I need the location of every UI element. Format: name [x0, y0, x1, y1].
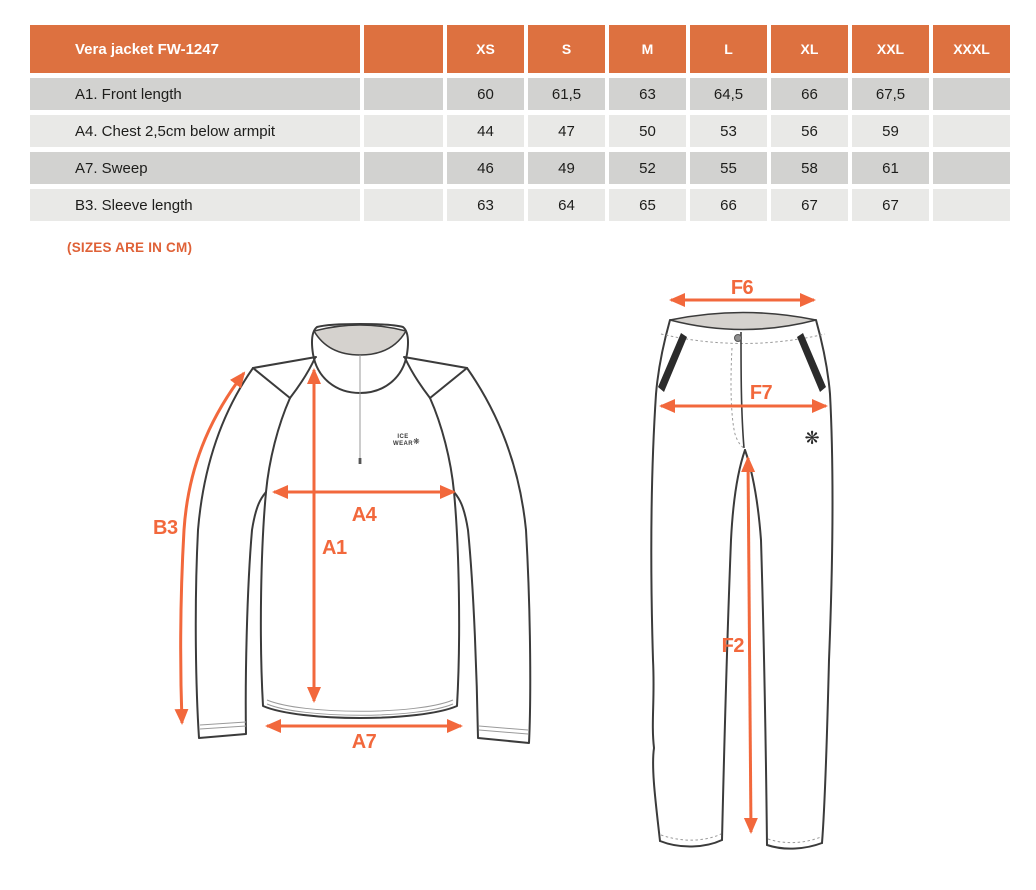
row-label-front-length: A1. Front length: [30, 78, 360, 110]
sizes-in-cm-note: (SIZES ARE IN CM): [67, 240, 193, 255]
size-header-xxxl: XXXL: [933, 25, 1010, 73]
row-spacer-cell: [364, 152, 443, 184]
size-header-l: L: [690, 25, 767, 73]
size-header-xxl: XXL: [852, 25, 929, 73]
size-header-m: M: [609, 25, 686, 73]
size-header-xl: XL: [771, 25, 848, 73]
measure-label-f6: F6: [730, 277, 754, 299]
row-label-chest: A4. Chest 2,5cm below armpit: [30, 115, 360, 147]
pants-left-hem: [660, 840, 722, 847]
value-cell: 63: [609, 78, 686, 110]
pants-button: [735, 335, 742, 342]
jacket-left-armhole-seam: [266, 398, 290, 492]
row-label-sweep: A7. Sweep: [30, 152, 360, 184]
measure-label-a7: A7: [351, 731, 377, 753]
jacket-right-raglan-seam: [405, 358, 430, 398]
jacket-right-sleeve-outline: [454, 368, 530, 743]
value-cell: 47: [528, 115, 605, 147]
value-cell: [933, 189, 1010, 221]
jacket-left-cuff-stitch-1: [200, 726, 246, 729]
pants-left-pocket: [658, 333, 687, 392]
value-cell: 63: [447, 189, 524, 221]
value-cell: 46: [447, 152, 524, 184]
row-spacer-cell: [364, 115, 443, 147]
row-spacer-cell: [364, 189, 443, 221]
value-cell: 66: [690, 189, 767, 221]
size-header-xs: XS: [447, 25, 524, 73]
value-cell: 59: [852, 115, 929, 147]
value-cell: 56: [771, 115, 848, 147]
value-cell: 55: [690, 152, 767, 184]
value-cell: 67: [771, 189, 848, 221]
pants-diagram: [651, 277, 832, 849]
jacket-diagram: [153, 324, 530, 753]
value-cell: 61,5: [528, 78, 605, 110]
jacket-left-raglan-seam: [290, 358, 315, 398]
value-cell: 61: [852, 152, 929, 184]
value-cell: 64: [528, 189, 605, 221]
jacket-hem-stitch-1: [267, 700, 453, 711]
measure-label-a4: A4: [351, 504, 377, 526]
value-cell: 52: [609, 152, 686, 184]
measure-label-f7: F7: [749, 382, 773, 404]
measure-label-b3: B3: [153, 517, 178, 539]
pants-left-hem-stitch: [661, 834, 721, 840]
pants-right-hem-stitch: [768, 837, 821, 843]
table-header-spacer-cell: [364, 25, 443, 73]
icewear-logo-text-line1: ICE: [397, 434, 409, 440]
pants-right-outer-edge: [816, 320, 833, 843]
value-cell: [933, 152, 1010, 184]
value-cell: 58: [771, 152, 848, 184]
jacket-right-shoulder-seam: [404, 357, 467, 368]
jacket-right-yoke-seam: [430, 368, 467, 398]
table-title-cell: Vera jacket FW-1247: [30, 25, 360, 73]
value-cell: 66: [771, 78, 848, 110]
jacket-left-shoulder-seam: [253, 357, 316, 368]
value-cell: 64,5: [690, 78, 767, 110]
value-cell: 50: [609, 115, 686, 147]
pants-waist-opening: [670, 313, 816, 330]
size-header-s: S: [528, 25, 605, 73]
pants-left-outer-edge: [651, 320, 670, 841]
measure-label-f2: F2: [721, 635, 744, 657]
icewear-logo-snowflake-icon: ❋: [413, 437, 420, 446]
measure-arrow-b3: [181, 373, 244, 723]
measure-arrow-f2: [748, 458, 751, 832]
jacket-right-cuff-stitch-2: [479, 726, 528, 730]
jacket-right-armhole-seam: [430, 398, 454, 492]
value-cell: 44: [447, 115, 524, 147]
pants-fly-center-line: [741, 332, 744, 448]
value-cell: 67,5: [852, 78, 929, 110]
value-cell: [933, 78, 1010, 110]
jacket-zipper-pull: [359, 458, 362, 464]
icewear-logo-text-line2: WEAR: [393, 441, 413, 447]
jacket-left-cuff-stitch-2: [200, 722, 246, 725]
value-cell: 53: [690, 115, 767, 147]
jacket-left-sleeve-outline: [196, 368, 266, 738]
garment-diagrams: [0, 270, 1036, 890]
value-cell: 67: [852, 189, 929, 221]
pants-snowflake-logo-icon: ❋: [804, 428, 820, 449]
value-cell: 49: [528, 152, 605, 184]
value-cell: 65: [609, 189, 686, 221]
size-table: [30, 25, 1010, 221]
value-cell: 60: [447, 78, 524, 110]
jacket-left-yoke-seam: [253, 368, 290, 398]
measure-label-a1: A1: [322, 537, 347, 559]
row-label-sleeve-length: B3. Sleeve length: [30, 189, 360, 221]
pants-right-hem: [767, 843, 822, 849]
row-spacer-cell: [364, 78, 443, 110]
jacket-right-cuff-stitch-1: [479, 730, 528, 734]
value-cell: [933, 115, 1010, 147]
